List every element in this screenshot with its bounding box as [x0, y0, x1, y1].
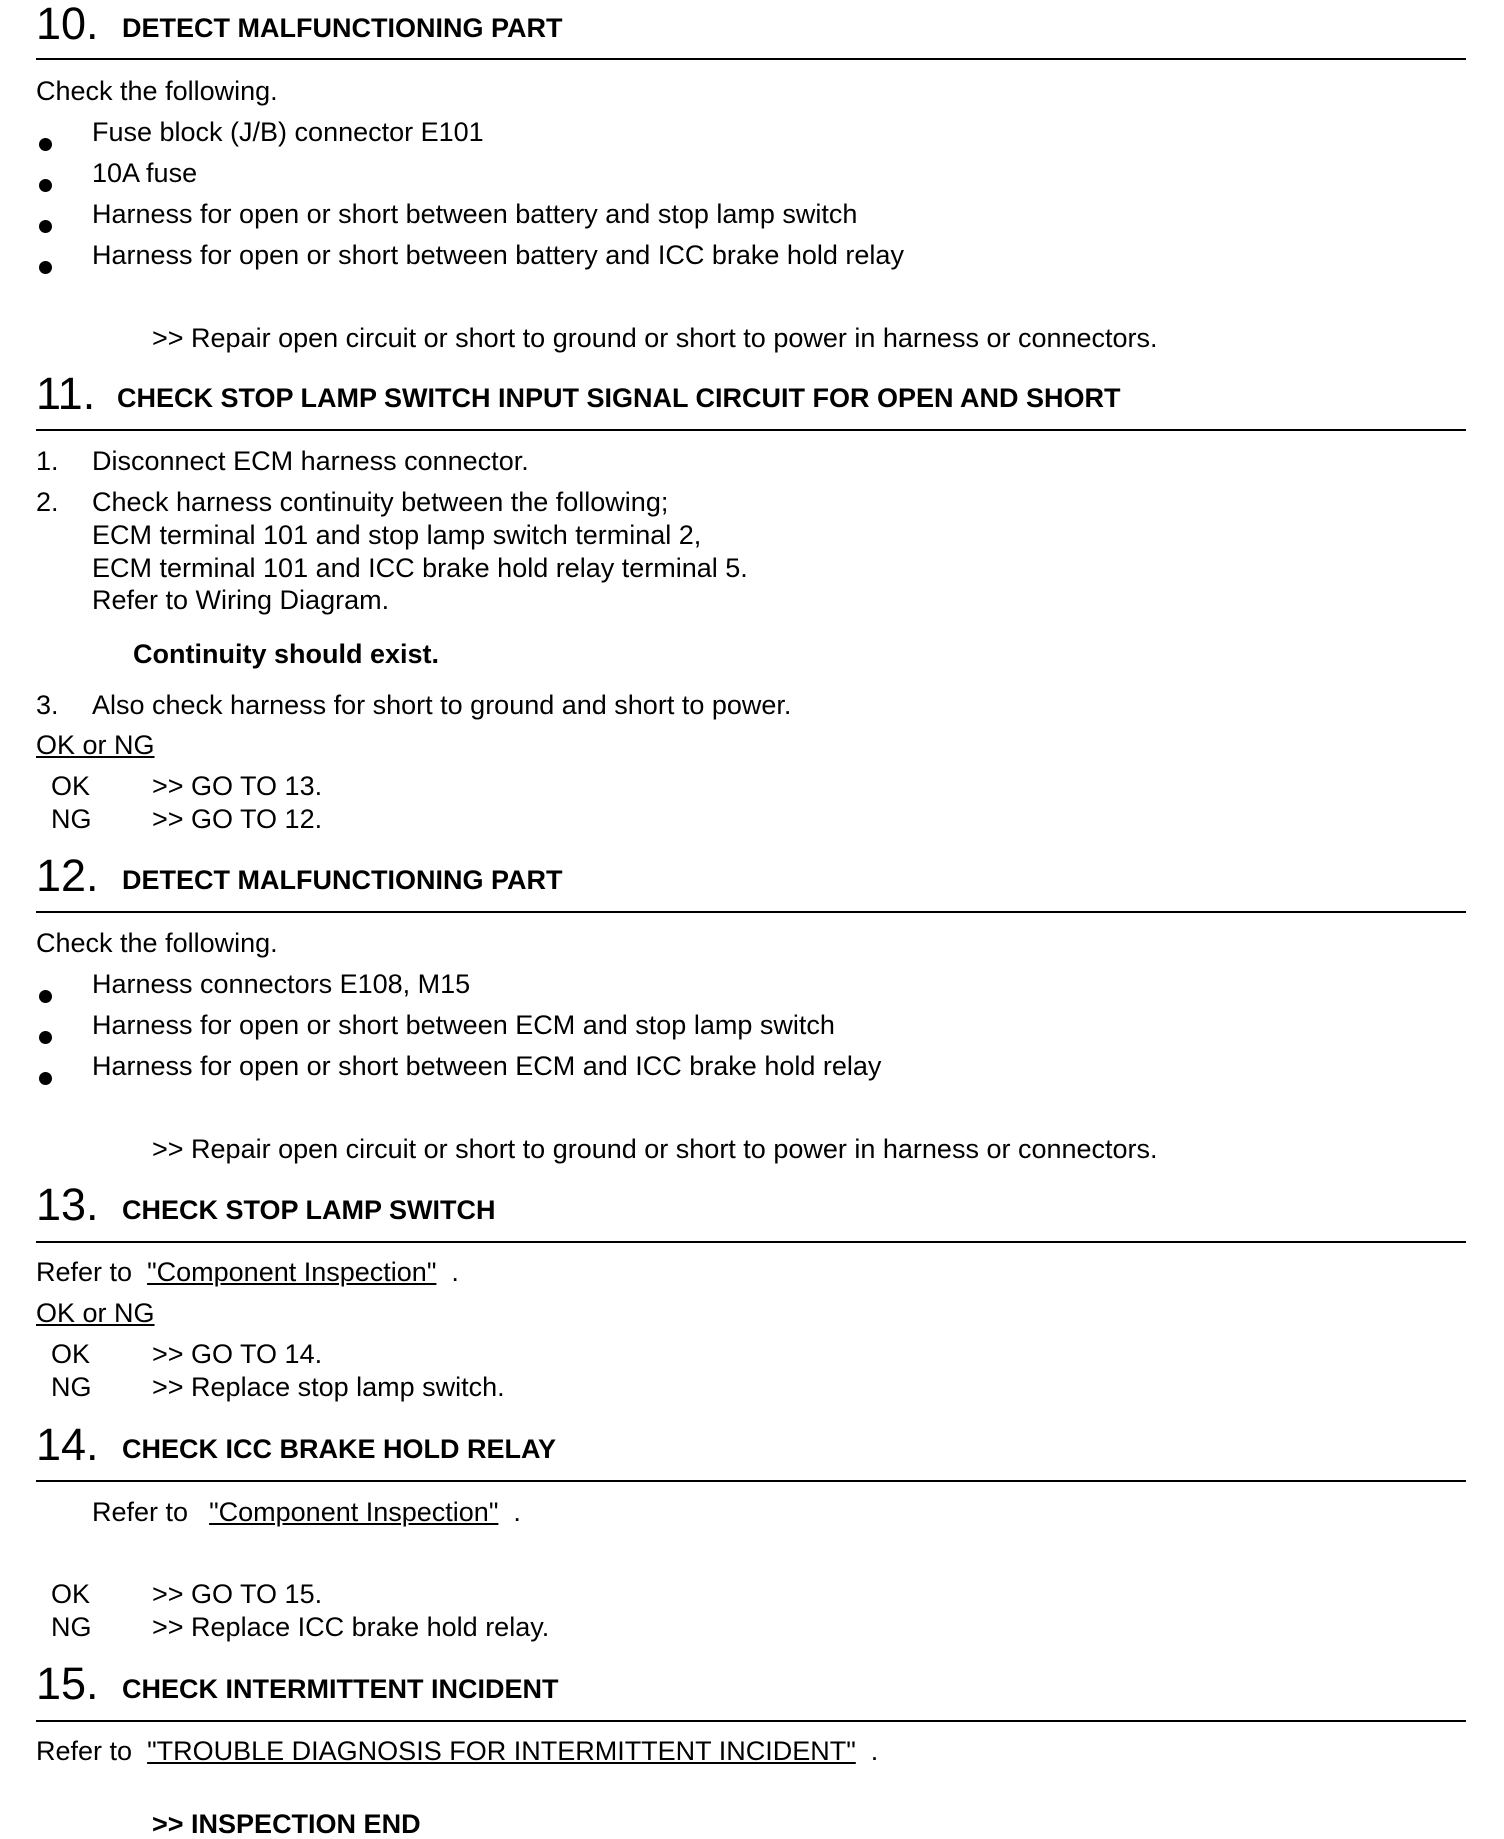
section-title: CHECK INTERMITTENT INCIDENT	[122, 1674, 559, 1704]
result-text: >> Replace ICC brake hold relay.	[152, 1612, 550, 1642]
refer-suffix: .	[505, 1497, 521, 1527]
refer-line	[36, 1256, 459, 1288]
component-inspection-link[interactable]: "Component Inspection"	[147, 1257, 437, 1287]
section-divider	[36, 1480, 1466, 1482]
result-code: NG	[51, 804, 92, 834]
step-text: ECM terminal 101 and stop lamp switch terminal 2,	[92, 520, 702, 550]
list-item: Harness for open or short between ECM and stop lamp switch	[92, 1010, 835, 1040]
section-title: DETECT MALFUNCTIONING PART	[122, 13, 563, 43]
ok-ng-label: OK or NG	[36, 1298, 155, 1328]
result-text: >> GO TO 14.	[152, 1339, 323, 1369]
component-inspection-link[interactable]: "Component Inspection"	[209, 1497, 499, 1527]
section-number: 15.	[36, 1658, 99, 1709]
step-number: 2.	[36, 487, 59, 517]
result-text: >> GO TO 12.	[152, 804, 323, 834]
intro-text: Check the following.	[36, 928, 278, 958]
bullet-icon	[39, 1072, 52, 1085]
section-title: CHECK ICC BRAKE HOLD RELAY	[122, 1434, 557, 1464]
step-number: 3.	[36, 690, 59, 720]
section-title: CHECK STOP LAMP SWITCH	[122, 1195, 496, 1225]
refer-line	[92, 1496, 521, 1528]
section-title: CHECK STOP LAMP SWITCH INPUT SIGNAL CIRCUIT FOR OPEN AND SHORT	[117, 383, 1121, 413]
result-code: NG	[51, 1372, 92, 1402]
bullet-icon	[39, 1031, 52, 1044]
section-number: 14.	[36, 1419, 99, 1470]
refer-prefix: Refer to	[36, 1257, 140, 1287]
result-code: OK	[51, 1579, 91, 1609]
requirement-note: Continuity should exist.	[133, 639, 440, 669]
section-divider	[36, 1720, 1466, 1722]
section-number: 11.	[36, 368, 96, 419]
bullet-icon	[39, 220, 52, 233]
refer-line	[36, 1735, 878, 1767]
step-text: Also check harness for short to ground and short to power.	[92, 690, 792, 720]
step-text: ECM terminal 101 and ICC brake hold relay terminal 5.	[92, 553, 748, 583]
inspection-end: >> INSPECTION END	[152, 1809, 421, 1839]
bullet-icon	[39, 261, 52, 274]
list-item: Fuse block (J/B) connector E101	[92, 117, 484, 147]
bullet-icon	[39, 138, 52, 151]
step-text: Refer to Wiring Diagram.	[92, 585, 390, 615]
step-text: Disconnect ECM harness connector.	[92, 446, 529, 476]
step-number: 1.	[36, 446, 59, 476]
section-divider	[36, 58, 1466, 60]
bullet-icon	[39, 179, 52, 192]
step-text: Check harness continuity between the following;	[92, 487, 669, 517]
list-item: Harness for open or short between battery and stop lamp switch	[92, 199, 858, 229]
refer-prefix: Refer to	[36, 1736, 140, 1766]
section-divider	[36, 911, 1466, 913]
section-number: 13.	[36, 1179, 99, 1230]
list-item: Harness connectors E108, M15	[92, 969, 471, 999]
list-item: Harness for open or short between battery and ICC brake hold relay	[92, 240, 904, 270]
intro-text: Check the following.	[36, 76, 278, 106]
result-code: NG	[51, 1612, 92, 1642]
refer-suffix: .	[863, 1736, 879, 1766]
section-number: 10.	[36, 0, 99, 49]
section-divider	[36, 429, 1466, 431]
result-code: OK	[51, 1339, 91, 1369]
section-divider	[36, 1241, 1466, 1243]
ok-ng-label: OK or NG	[36, 730, 155, 760]
action-text: >> Repair open circuit or short to ground or short to power in harness or connectors.	[152, 1134, 1158, 1164]
section-title: DETECT MALFUNCTIONING PART	[122, 865, 563, 895]
result-text: >> GO TO 13.	[152, 771, 323, 801]
trouble-diagnosis-link[interactable]: "TROUBLE DIAGNOSIS FOR INTERMITTENT INCIDENT"	[147, 1736, 856, 1766]
list-item: Harness for open or short between ECM and ICC brake hold relay	[92, 1051, 882, 1081]
result-code: OK	[51, 771, 91, 801]
result-text: >> Replace stop lamp switch.	[152, 1372, 505, 1402]
section-number: 12.	[36, 850, 99, 901]
bullet-icon	[39, 990, 52, 1003]
list-item: 10A fuse	[92, 158, 198, 188]
refer-suffix: .	[443, 1257, 459, 1287]
result-text: >> GO TO 15.	[152, 1579, 323, 1609]
action-text: >> Repair open circuit or short to ground or short to power in harness or connectors.	[152, 323, 1158, 353]
refer-prefix: Refer to	[92, 1497, 196, 1527]
